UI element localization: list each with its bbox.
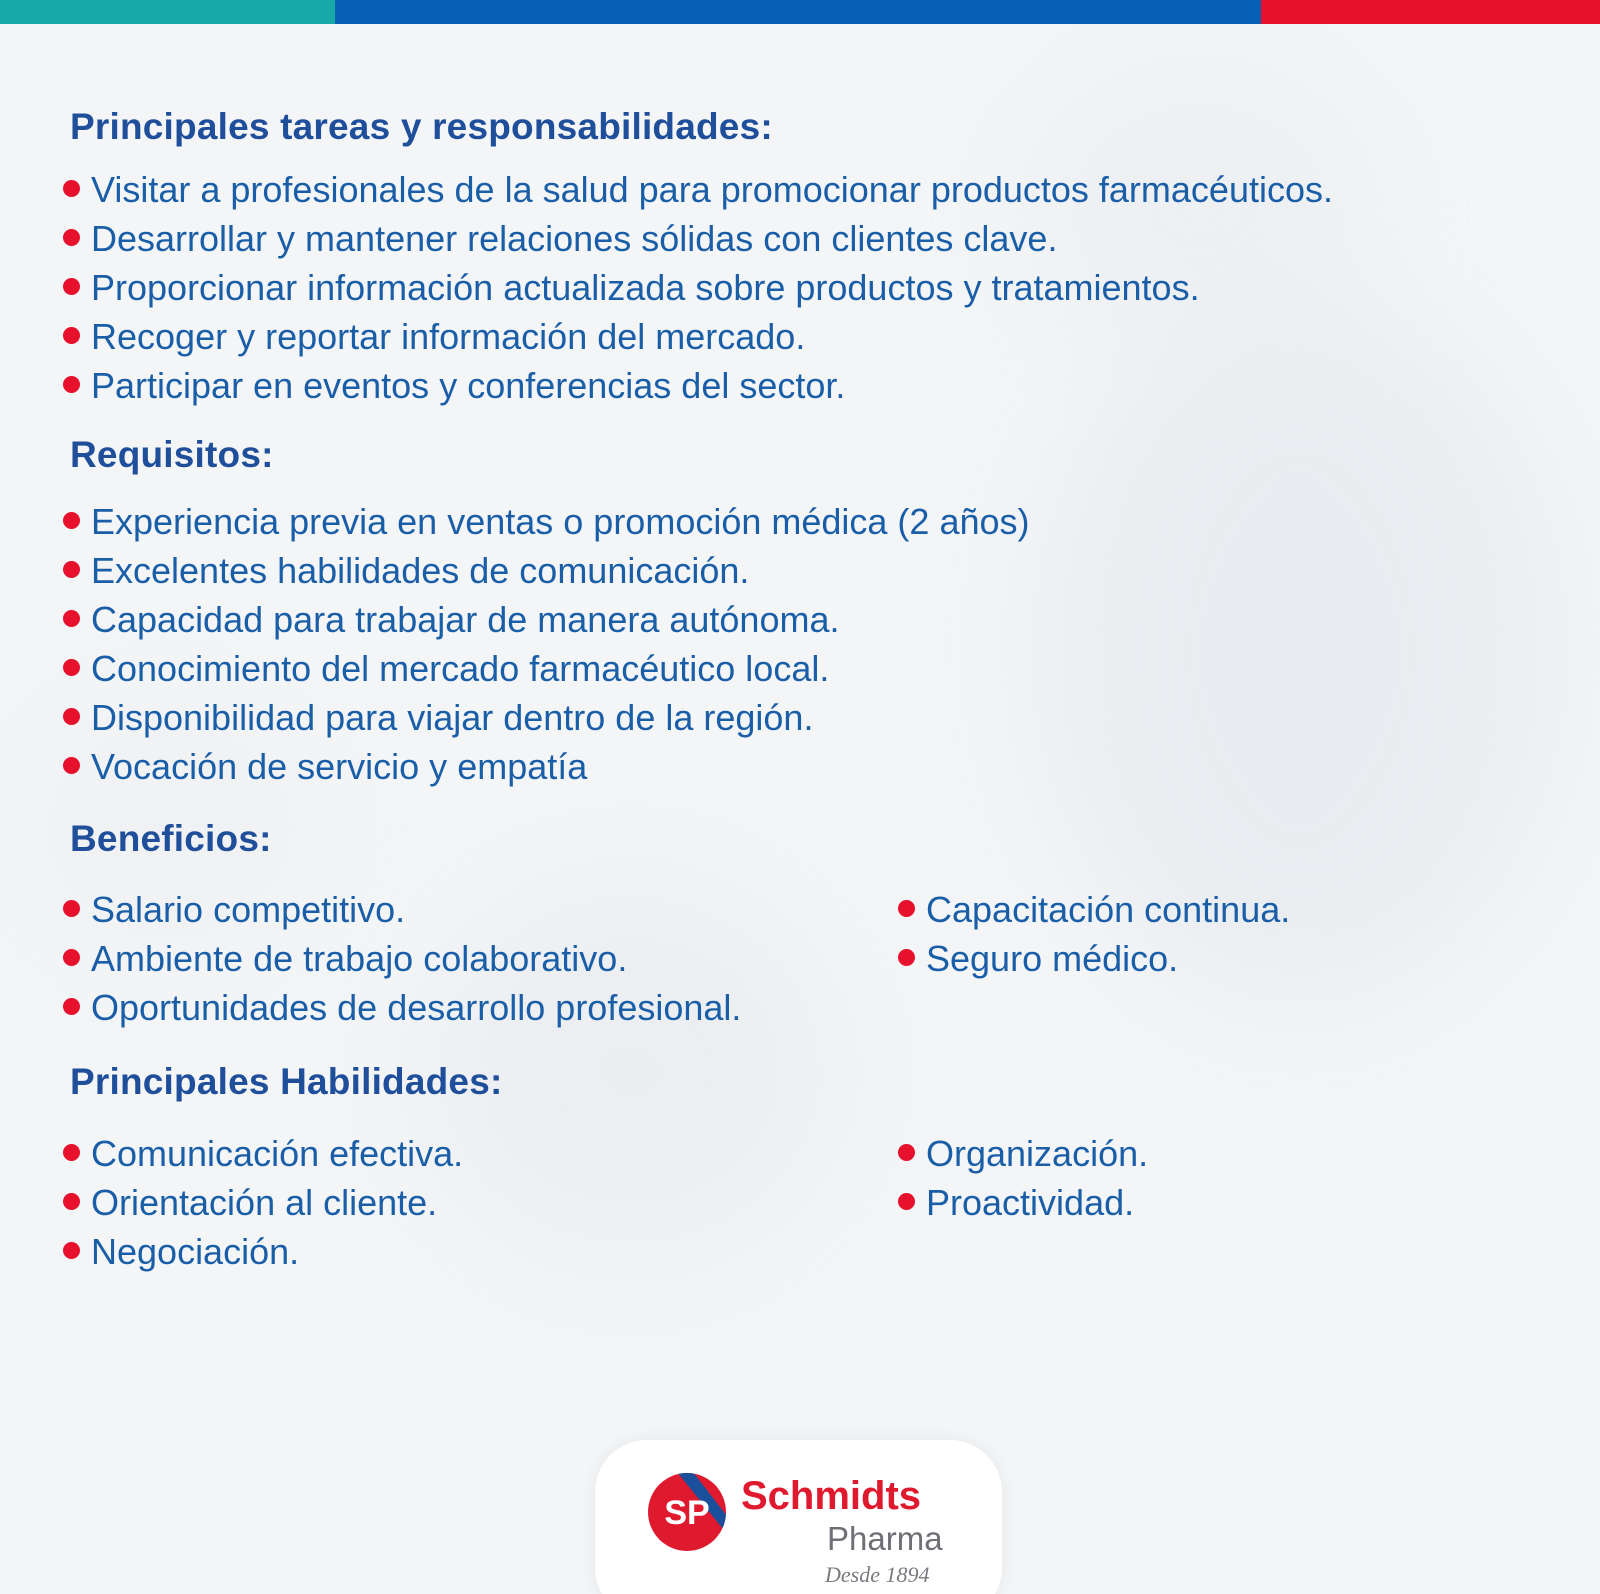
section-habilidades [60, 1061, 1600, 1276]
bullet-icon [63, 1144, 80, 1161]
logo-brand-name: Schmidts [741, 1474, 922, 1518]
list-item-text: Capacitación continua. [926, 889, 1291, 930]
list-item [60, 1129, 895, 1178]
list-item [60, 885, 895, 934]
list-item-text: Experiencia previa en ventas o promoción médica (2 años) [91, 501, 1030, 542]
list-item-text: Comunicación efectiva. [91, 1133, 464, 1174]
bullet-icon [898, 900, 915, 917]
list-item [60, 165, 1600, 214]
logo-brand-subname: Pharma [827, 1520, 943, 1557]
list-item [60, 693, 1600, 742]
section-title-requisitos: Requisitos: [70, 434, 274, 475]
top-color-bar [0, 0, 1600, 24]
list-item-text: Seguro médico. [926, 938, 1179, 979]
list-item-text: Proporcionar información actualizada sobre productos y tratamientos. [91, 267, 1200, 308]
bullet-icon [63, 512, 80, 529]
list-item-text: Recoger y reportar información del mercado. [91, 316, 806, 357]
list-item-text: Conocimiento del mercado farmacéutico local. [91, 648, 830, 689]
bullet-icon [63, 327, 80, 344]
sp-logo-icon [647, 1472, 727, 1552]
tareas-list [60, 165, 1600, 410]
list-item [895, 934, 1600, 983]
bullet-icon [63, 659, 80, 676]
list-item-text: Desarrollar y mantener relaciones sólidas con clientes clave. [91, 218, 1058, 259]
bullet-icon [63, 180, 80, 197]
bullet-icon [63, 1193, 80, 1210]
section-requisitos [60, 434, 1600, 791]
beneficios-list-right [895, 885, 1600, 1032]
bullet-icon [63, 229, 80, 246]
list-item-text: Visitar a profesionales de la salud para promocionar productos farmacéuticos. [91, 169, 1333, 210]
list-item-text: Negociación. [91, 1231, 300, 1272]
bullet-icon [898, 949, 915, 966]
section-title-habilidades: Principales Habilidades: [70, 1061, 503, 1102]
list-item [60, 1227, 895, 1276]
list-item [60, 1178, 895, 1227]
bullet-icon [63, 376, 80, 393]
list-item-text: Excelentes habilidades de comunicación. [91, 550, 750, 591]
list-item-text: Organización. [926, 1133, 1149, 1174]
beneficios-list-left [60, 885, 895, 1032]
beneficios-columns [60, 885, 1600, 1032]
list-item-text: Proactividad. [926, 1182, 1135, 1223]
list-item [60, 595, 1600, 644]
list-item-text: Orientación al cliente. [91, 1182, 438, 1223]
list-item [60, 312, 1600, 361]
logo-tagline: Desde 1894 [825, 1562, 930, 1587]
list-item [895, 1178, 1600, 1227]
bullet-icon [63, 610, 80, 627]
list-item-text: Ambiente de trabajo colaborativo. [91, 938, 628, 979]
list-item [60, 214, 1600, 263]
bullet-icon [898, 1144, 915, 1161]
list-item [895, 1129, 1600, 1178]
section-title-tareas: Principales tareas y responsabilidades: [70, 106, 773, 147]
list-item [60, 742, 1600, 791]
list-item [60, 546, 1600, 595]
list-item [60, 934, 895, 983]
habilidades-columns [60, 1129, 1600, 1276]
list-item [60, 263, 1240, 312]
list-item-text: Vocación de servicio y empatía [91, 746, 588, 787]
bullet-icon [63, 708, 80, 725]
bullet-icon [63, 278, 80, 295]
bullet-icon [63, 900, 80, 917]
section-beneficios [60, 818, 1600, 1032]
bullet-icon [63, 1242, 80, 1259]
habilidades-list-left [60, 1129, 895, 1276]
top-bar-teal-segment [0, 0, 335, 24]
job-details [60, 106, 1600, 1276]
section-tareas [60, 106, 1600, 410]
list-item [60, 361, 1600, 410]
list-item-text: Salario competitivo. [91, 889, 406, 930]
bullet-icon [63, 949, 80, 966]
logo-initials: SP [664, 1494, 710, 1532]
bullet-icon [63, 561, 80, 578]
list-item-text: Participar en eventos y conferencias del sector. [91, 365, 846, 406]
bullet-icon [63, 998, 80, 1015]
top-bar-blue-segment [335, 0, 1261, 24]
list-item-text: Capacidad para trabajar de manera autónoma. [91, 599, 840, 640]
habilidades-list-right [895, 1129, 1600, 1276]
list-item [60, 497, 1600, 546]
section-title-beneficios: Beneficios: [70, 818, 272, 859]
top-bar-red-segment [1261, 0, 1600, 24]
list-item-text: Oportunidades de desarrollo profesional. [91, 987, 742, 1028]
list-item [895, 885, 1600, 934]
bullet-icon [898, 1193, 915, 1210]
requisitos-list [60, 497, 1600, 791]
list-item-text: Disponibilidad para viajar dentro de la región. [91, 697, 814, 738]
list-item [60, 644, 1600, 693]
list-item [60, 983, 895, 1032]
company-logo-card [595, 1440, 1002, 1594]
bullet-icon [63, 757, 80, 774]
